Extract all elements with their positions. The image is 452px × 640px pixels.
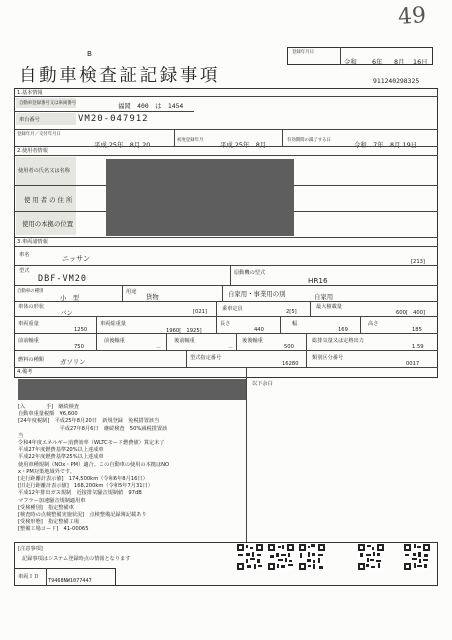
fuel-value: ガソリン	[60, 358, 86, 366]
issue-date-month: 8月	[394, 58, 405, 66]
remarks-line: 使用車種規制（NOx・PM）適合。この自動車の使用の本拠はNO	[18, 461, 170, 468]
remarks-line: [24年度税制] 平成25年8月20日 新規登録 免税措置該当	[18, 418, 160, 425]
redacted-remarks	[18, 379, 246, 400]
front-axle-value: 750	[74, 344, 84, 350]
chassis-label: 車台番号	[19, 117, 40, 123]
height-value: 185	[412, 327, 422, 333]
form-mark: B	[87, 49, 92, 58]
qr-code-3	[299, 544, 325, 570]
expiry-value: 令和 7年 8月 19日	[354, 141, 418, 149]
front-rear-axle-value: －	[156, 345, 162, 351]
remarks-line: 当	[18, 432, 24, 439]
gross-label: 車両総重量	[100, 321, 126, 327]
kind-label: 自動車の種別	[17, 289, 44, 294]
rear-axle-label: 後後軸重	[242, 338, 263, 344]
height-label: 高さ	[368, 321, 379, 327]
max-load-label: 最大積載量	[316, 304, 342, 310]
vehicle-id-label: 車両ＩＤ	[18, 574, 39, 580]
kind-value: 小 型	[60, 294, 80, 302]
capacity-label: 乗車定員	[222, 306, 243, 312]
rear-front-axle-label: 後前軸重	[174, 338, 195, 344]
remarks-line: [受検種別] 指定整備車	[18, 504, 74, 511]
type-approval-label: 型式指定番号	[190, 355, 222, 361]
first-reg-month-value: 平成 25年 8月	[220, 141, 267, 149]
remarks-lines	[18, 404, 258, 534]
qr-code-4	[358, 544, 384, 570]
maker-label: 車名	[19, 252, 30, 258]
issue-date-year: 6年	[372, 58, 383, 66]
section-vehicle-info: 3.車両諸情報	[17, 239, 48, 245]
body-label: 車体の形状	[18, 304, 44, 310]
first-reg-value: 平成 25年 8月 20	[94, 141, 151, 149]
displacement-label: 総排気量又は定格出力	[312, 338, 364, 344]
body-code: [021]	[193, 309, 207, 315]
issue-date-era: 令和	[344, 58, 357, 66]
class-label: 類別区分番号	[312, 355, 344, 361]
use-label: 用途	[126, 289, 137, 295]
private-value: 自家用	[314, 293, 334, 301]
base-location-label: 使用の本拠の位置	[22, 220, 74, 228]
vehicle-id-value: T9468NW1077447	[48, 578, 92, 584]
reg-no-label: 自動車登録番号又は車両番号	[19, 101, 77, 106]
section-remarks: 4.備考	[17, 369, 33, 375]
remarks-line: 平成12年排出ガス規制 近接排気騒音規制値 97dB	[18, 490, 142, 497]
maker-code: [213]	[411, 259, 425, 265]
fuel-label: 燃料の種類	[18, 357, 44, 363]
body-value: バン	[60, 309, 73, 317]
remarks-line: [旧走行距離計表示値] 168,200km（令和5年7月31日）	[18, 483, 153, 490]
first-reg-month-label: 初度登録年月	[177, 138, 204, 143]
issue-date-label: 登録年月日	[292, 50, 314, 55]
remarks-blank: 以下余白	[252, 381, 273, 387]
remarks-line: 令和4年度エネルギー消費効率（WLTCモード燃費値）算定未了	[18, 440, 165, 447]
remarks-line: [走行距離計表示値] 174,500km（令和6年8月16日）	[18, 476, 148, 483]
type-approval-value: 16280	[282, 361, 299, 367]
notes-text: 記録事項はシステム登録時点の情報となります	[22, 556, 131, 562]
qr-code-2	[268, 544, 294, 570]
expiry-label: 有効期間の満了する日	[287, 138, 331, 143]
model-value: DBF-VM20	[38, 274, 87, 284]
displacement-value: 1.59	[412, 344, 424, 350]
capacity-value: 2[5]	[286, 309, 297, 315]
width-value: 169	[338, 327, 348, 333]
document-title: 自動車検査証記録事項	[19, 66, 220, 86]
qr-code-1	[237, 544, 263, 570]
maker-value: ニッサン	[62, 254, 91, 263]
remarks-line: 自動車重量税額 ¥6,600	[18, 411, 78, 418]
gross-value: 1960[ 1925]	[166, 328, 202, 334]
section-basic-info: 1.基本情報	[17, 90, 43, 96]
rear-front-axle-value: －	[228, 345, 234, 351]
engine-label: 原動機の型式	[234, 270, 266, 276]
remarks-line: [検査時の点検整備実施状況] 点検整備記録簿記載あり	[18, 512, 147, 519]
qr-code-5	[404, 544, 430, 570]
redacted-user-info	[106, 159, 294, 236]
section-user-info: 2.使用者情報	[17, 148, 48, 154]
remarks-line: 平成27年度燃費基準20%以上達成車	[18, 447, 104, 454]
remarks-line: x・PM対策地域外です。	[18, 468, 75, 475]
remarks-line: 平成22年度燃費基準25%以上達成車	[18, 454, 104, 461]
reg-no-value: 福岡 400 は 1454	[118, 102, 184, 110]
remarks-line: 平成27年8月6日 継続検査 50%減税措置該	[18, 425, 168, 432]
serial-number: 911240298325	[373, 77, 420, 85]
handwritten-page-number: 49	[397, 3, 427, 30]
class-value: 0017	[406, 361, 420, 367]
remarks-line: マフラー加速騒音規制適用車	[18, 497, 86, 504]
chassis-value: VM20-047912	[78, 114, 149, 124]
notes-label: [注意事項]	[18, 546, 43, 552]
private-label: 自家用・事業用の別	[228, 290, 286, 298]
max-load-value: 600[ 400]	[396, 310, 426, 316]
length-label: 長さ	[220, 321, 231, 327]
front-axle-label: 前前軸重	[18, 338, 39, 344]
issue-date-day: 16日	[413, 58, 428, 66]
weight-value: 1250	[74, 327, 88, 333]
use-value: 貨物	[146, 293, 159, 301]
front-rear-axle-label: 前後軸重	[104, 338, 125, 344]
width-label: 幅	[292, 321, 298, 327]
remarks-line: [受検形態] 指定整備工場	[18, 519, 80, 526]
remarks-line: [整備工場コード] 41-00065	[18, 526, 89, 533]
model-label: 型式	[19, 268, 30, 274]
remarks-line: [入 手] 継続検査	[18, 404, 80, 410]
rear-axle-value: 500	[284, 344, 294, 350]
user-name-label: 使用者の氏名又は名称	[18, 168, 70, 174]
first-reg-label: 登録年月／交付年月日	[17, 132, 61, 137]
length-value: 440	[254, 327, 264, 333]
weight-label: 車両重量	[18, 321, 39, 327]
engine-value: HR16	[308, 276, 328, 285]
user-address-label: 使用者の住所	[24, 196, 75, 204]
